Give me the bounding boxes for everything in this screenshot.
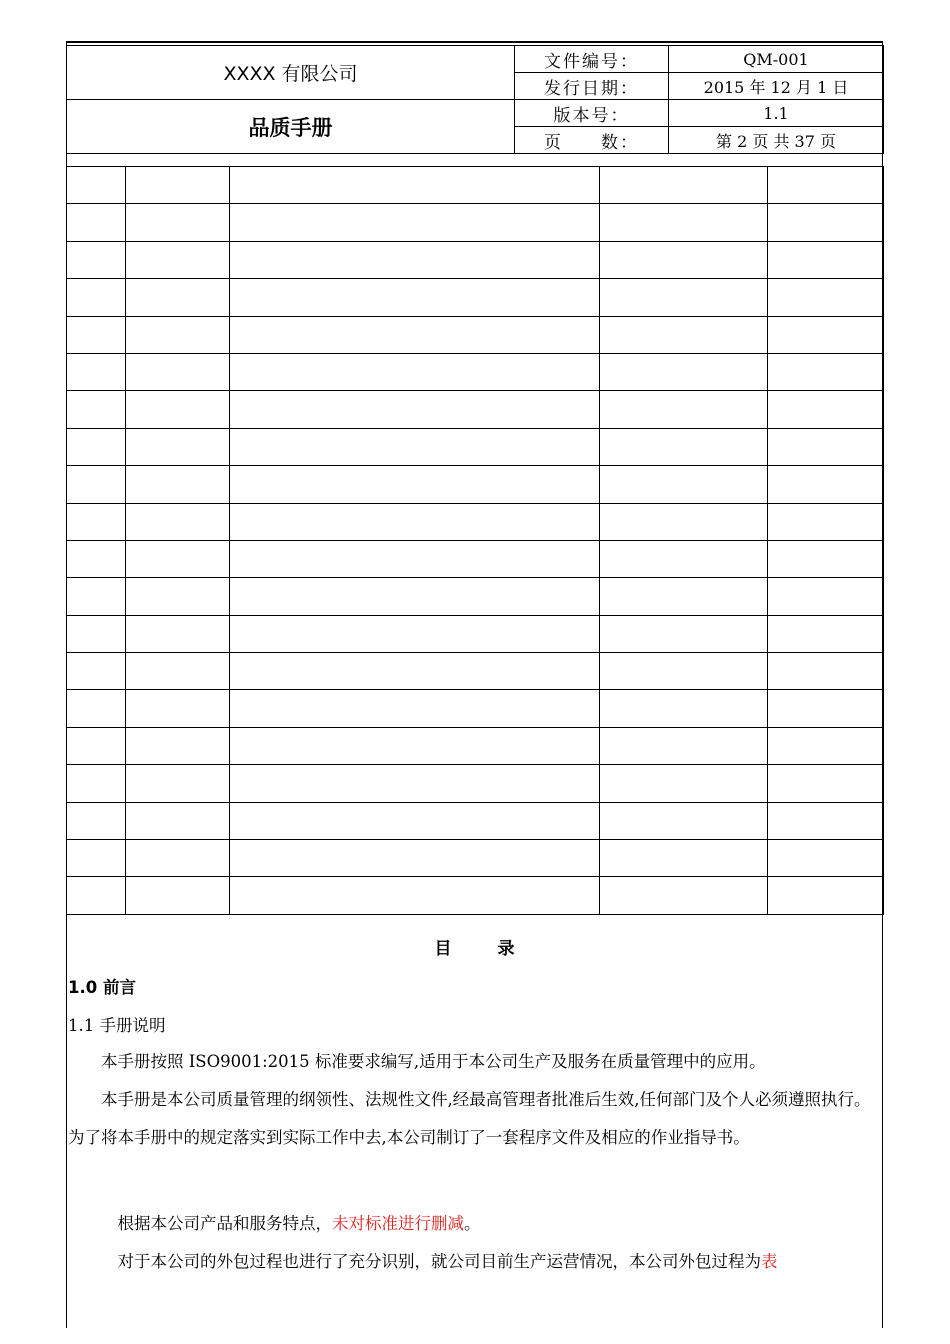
table-row (67, 877, 884, 914)
table-cell (768, 466, 884, 503)
table-row (67, 615, 884, 652)
table-cell (768, 578, 884, 615)
table-row (67, 279, 884, 316)
table-cell (126, 615, 230, 652)
table-row (67, 167, 884, 204)
table-cell (67, 578, 126, 615)
table-cell (768, 241, 884, 278)
section-heading-manual-description: 1.1 手册说明 (68, 1016, 166, 1035)
table-row (67, 653, 884, 690)
table-cell (230, 428, 600, 465)
doc-no-value: QM-001 (669, 46, 884, 73)
table-row (67, 802, 884, 839)
table-cell (600, 877, 768, 914)
table-cell (600, 204, 768, 241)
manual-title: 品质手册 (67, 100, 515, 154)
version-label: 版本号： (515, 100, 669, 127)
table-cell (230, 690, 600, 727)
table-cell (230, 204, 600, 241)
table-cell (67, 615, 126, 652)
table-cell (600, 727, 768, 764)
table-cell (126, 727, 230, 764)
table-cell (230, 615, 600, 652)
table-cell (126, 653, 230, 690)
table-cell (768, 840, 884, 877)
table-cell (768, 167, 884, 204)
table-cell (600, 653, 768, 690)
doc-no-label: 文件编号： (515, 46, 669, 73)
table-cell (67, 279, 126, 316)
table-cell (230, 540, 600, 577)
pages-label: 页 数： (515, 127, 669, 154)
table-cell (768, 204, 884, 241)
table-cell (768, 540, 884, 577)
issue-date-value: 2015 年 12 月 1 日 (669, 73, 884, 100)
table-row (67, 204, 884, 241)
table-row (67, 428, 884, 465)
table-cell (67, 653, 126, 690)
table-row (67, 690, 884, 727)
table-cell (230, 503, 600, 540)
table-cell (230, 241, 600, 278)
table-cell (67, 840, 126, 877)
table-row (67, 353, 884, 390)
table-cell (126, 391, 230, 428)
table-cell (126, 540, 230, 577)
table-cell (67, 802, 126, 839)
table-row (67, 765, 884, 802)
table-cell (67, 204, 126, 241)
table-cell (768, 802, 884, 839)
table-cell (126, 353, 230, 390)
table-cell (600, 428, 768, 465)
table-cell (230, 802, 600, 839)
paragraph-text: 根据本公司产品和服务特点， (117, 1214, 332, 1233)
table-cell (768, 279, 884, 316)
table-cell (67, 241, 126, 278)
table-cell (230, 877, 600, 914)
table-cell (126, 241, 230, 278)
table-cell (230, 279, 600, 316)
table-cell (230, 353, 600, 390)
paragraph (68, 1205, 881, 1243)
table-cell (126, 690, 230, 727)
table-cell (67, 765, 126, 802)
table-cell (768, 428, 884, 465)
paragraph-text: 。 (464, 1214, 481, 1233)
table-cell (230, 653, 600, 690)
table-cell (600, 466, 768, 503)
table-cell (67, 877, 126, 914)
document-header-table (66, 45, 884, 154)
paragraph (68, 1243, 881, 1281)
table-row (67, 316, 884, 353)
table-cell (126, 279, 230, 316)
table-cell (768, 690, 884, 727)
table-cell (230, 466, 600, 503)
table-cell (600, 391, 768, 428)
highlighted-text: 未对标准进行删减 (332, 1214, 464, 1233)
table-cell (126, 578, 230, 615)
table-cell (600, 840, 768, 877)
table-cell (67, 391, 126, 428)
table-cell (67, 316, 126, 353)
table-row (67, 503, 884, 540)
table-cell (230, 840, 600, 877)
table-cell (230, 765, 600, 802)
table-row (67, 840, 884, 877)
table-cell (126, 204, 230, 241)
table-cell (126, 802, 230, 839)
table-cell (126, 877, 230, 914)
table-row (67, 727, 884, 764)
pages-value: 第 2 页 共 37 页 (669, 127, 884, 154)
table-cell (67, 353, 126, 390)
table-cell (67, 167, 126, 204)
table-cell (768, 316, 884, 353)
table-cell (67, 690, 126, 727)
table-cell (600, 578, 768, 615)
table-cell (768, 391, 884, 428)
table-cell (67, 727, 126, 764)
table-cell (230, 167, 600, 204)
paragraph: 本手册按照 ISO9001:2015 标准要求编写,适用于本公司生产及服务在质量管理中的应用。 (101, 1052, 766, 1071)
table-cell (67, 428, 126, 465)
issue-date-label: 发行日期： (515, 73, 669, 100)
table-cell (67, 466, 126, 503)
table-cell (768, 615, 884, 652)
table-cell (600, 765, 768, 802)
paragraph-text: 对于本公司的外包过程也进行了充分识别，就公司目前生产运营情况，本公司外包过程为 (117, 1252, 761, 1271)
table-cell (67, 540, 126, 577)
revision-record-table (66, 166, 884, 915)
table-cell (67, 503, 126, 540)
table-row (67, 540, 884, 577)
table-cell (768, 503, 884, 540)
table-cell (768, 765, 884, 802)
paragraph: 本手册是本公司质量管理的纲领性、法规性文件,经最高管理者批准后生效,任何部门及个人必须遵照执行。为了将本手册中的规定落实到实际工作中去,本公司制订了一套程序文件及相应的作业指导书。 (68, 1090, 871, 1147)
table-cell (126, 316, 230, 353)
table-row (67, 578, 884, 615)
table-cell (126, 840, 230, 877)
table-cell (600, 241, 768, 278)
table-cell (600, 503, 768, 540)
toc-title: 目 录 (434, 939, 515, 959)
table-cell (768, 727, 884, 764)
table-cell (126, 167, 230, 204)
highlighted-text: 表 (761, 1252, 778, 1271)
version-value: 1.1 (669, 100, 884, 127)
table-row (67, 241, 884, 278)
table-cell (768, 877, 884, 914)
table-cell (600, 802, 768, 839)
table-cell (230, 578, 600, 615)
table-cell (230, 391, 600, 428)
table-cell (230, 727, 600, 764)
table-row (67, 466, 884, 503)
table-cell (768, 653, 884, 690)
table-cell (600, 615, 768, 652)
table-cell (600, 279, 768, 316)
table-cell (126, 466, 230, 503)
table-cell (600, 540, 768, 577)
table-cell (600, 316, 768, 353)
table-cell (600, 690, 768, 727)
section-heading-preface: 1.0 前言 (68, 978, 136, 997)
table-cell (126, 428, 230, 465)
table-cell (600, 167, 768, 204)
company-name: XXXX 有限公司 (67, 46, 515, 100)
table-row (67, 391, 884, 428)
table-cell (126, 765, 230, 802)
table-cell (126, 503, 230, 540)
table-cell (768, 353, 884, 390)
table-cell (600, 353, 768, 390)
table-cell (230, 316, 600, 353)
